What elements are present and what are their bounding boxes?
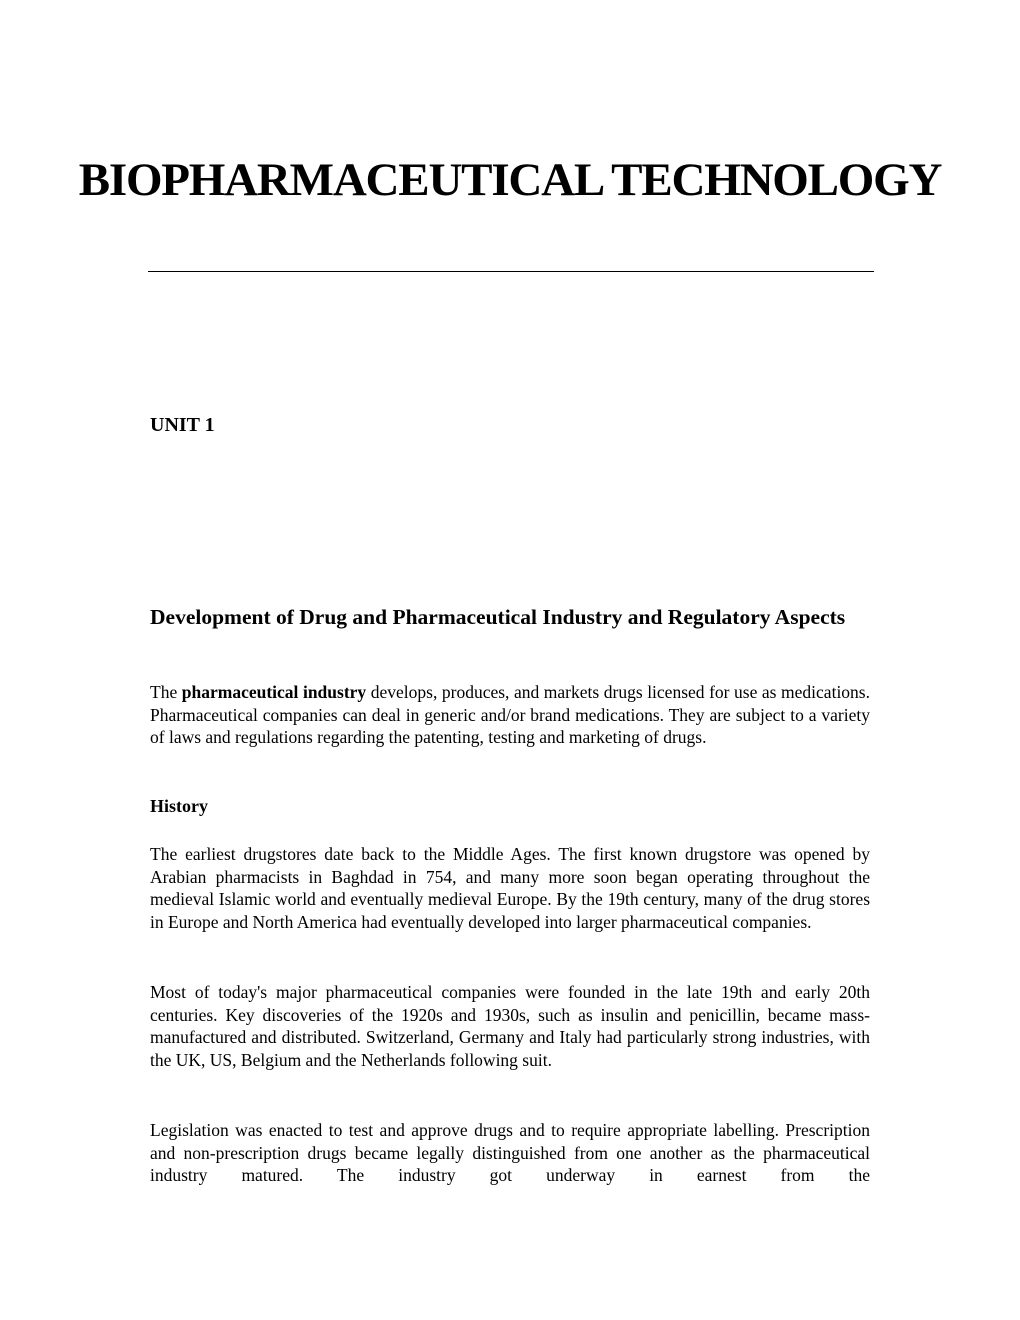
paragraph: Most of today's major pharmaceutical companies were founded in the late 19th and early 20th centuries. Key discoveries of the 1920s and 1930s, such as insulin and penicillin, became mass-manufactured and distributed. Switzerland, Germany and Italy had particularly strong industries, with the UK, US, Belgium and the Netherlands following suit. (150, 982, 870, 1070)
section-heading: Development of Drug and Pharmaceutical Industry and Regulatory Aspects (150, 605, 846, 629)
intro-bold-term: pharmaceutical industry (181, 682, 367, 702)
intro-text: The (150, 682, 182, 702)
history-heading: History (150, 796, 208, 816)
title-divider (148, 271, 874, 272)
unit-label: UNIT 1 (150, 414, 215, 436)
paragraph: Legislation was enacted to test and approve drugs and to require appropriate labelling. Prescription and non-prescription drugs became legally distinguished from one another as the pharmaceutical industry matured. The industry got underway in earnest from the (150, 1120, 870, 1186)
intro-text: develops, produces, and markets drugs licensed for use as medications. Pharmaceutical companies can deal in generic and/or brand medications. They are subject to a variety of laws and regulations regarding the patenting, testing and marketing of drugs. (150, 682, 870, 748)
intro-paragraph (150, 681, 870, 749)
paragraph: The earliest drugstores date back to the Middle Ages. The first known drugstore was opened by Arabian pharmacists in Baghdad in 754, and many more soon began operating throughout the medieval Islamic world and eventually medieval Europe. By the 19th century, many of the drug stores in Europe and North America had eventually developed into larger pharmaceutical companies. (150, 844, 870, 932)
document-title: BIOPHARMACEUTICAL TECHNOLOGY (78, 154, 942, 206)
